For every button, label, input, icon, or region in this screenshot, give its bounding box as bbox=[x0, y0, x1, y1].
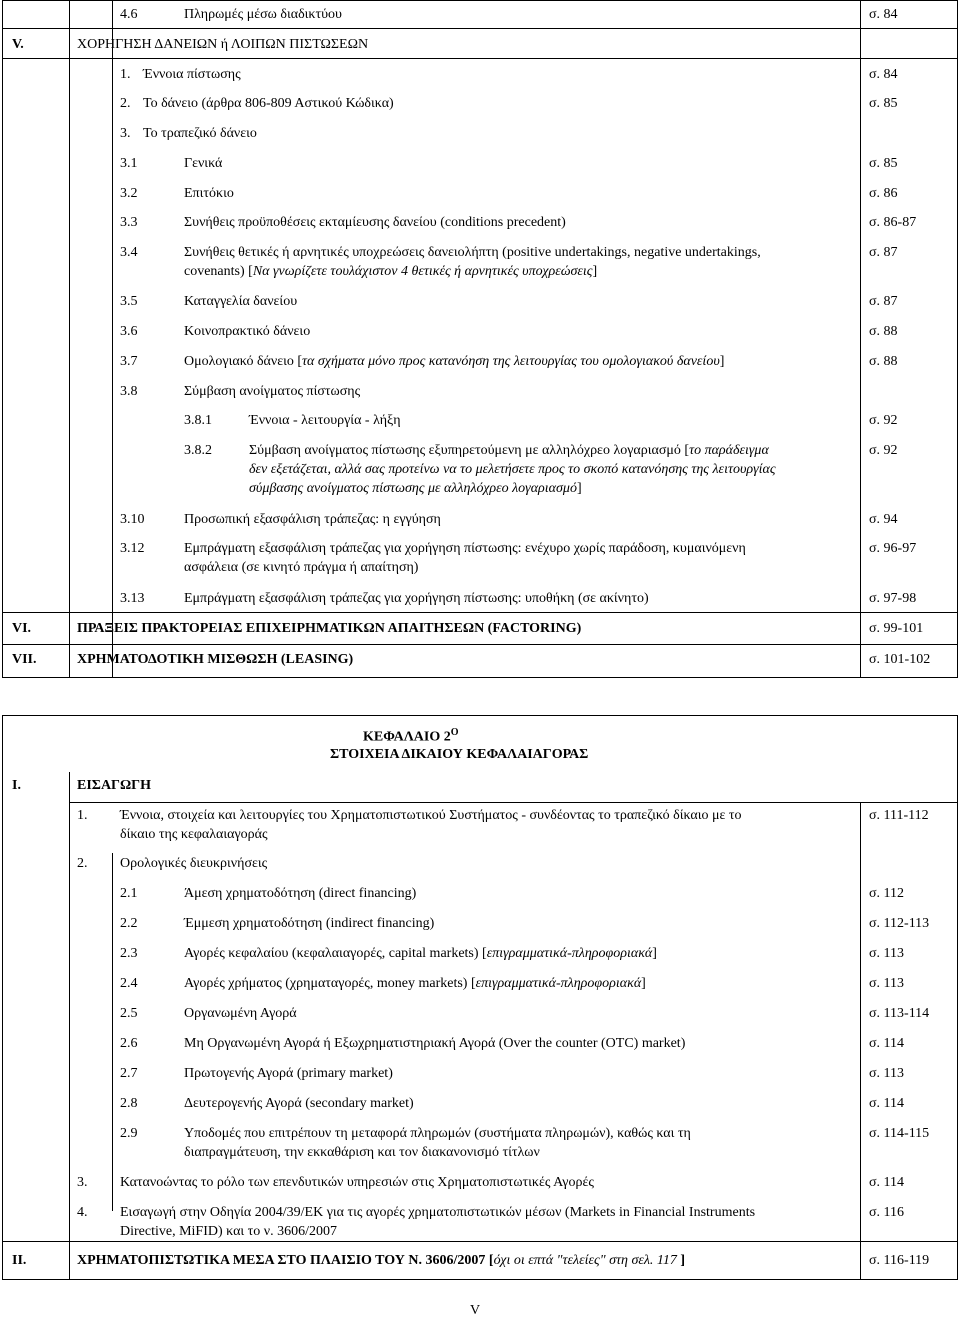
toc-title-line: Εισαγωγή στην Οδηγία 2004/39/ΕΚ για τις αγορές χρηματοπιστωτικών μέσων (Markets in Financial Instruments bbox=[120, 1205, 756, 1220]
toc-table-1 bbox=[2, 0, 958, 678]
toc-page: σ. 87 bbox=[869, 294, 898, 309]
toc-title-line: σύμβασης ανοίγματος πίστωσης με αλληλόχρεο λογαριασμό] bbox=[249, 481, 582, 496]
toc-number: 3.8 bbox=[120, 384, 138, 399]
toc-title: Σύμβαση ανοίγματος πίστωσης bbox=[184, 384, 361, 399]
toc-page: σ. 88 bbox=[869, 324, 898, 339]
toc-number: 2.6 bbox=[120, 1036, 138, 1051]
toc-title-line: Έννοια, στοιχεία και λειτουργίες του Χρηματοπιστωτικού Συστήματος - συνδέοντας το τραπεζικό δίκαιο με το bbox=[120, 808, 742, 823]
toc-page: σ. 92 bbox=[869, 443, 898, 458]
toc-number: 3. bbox=[77, 1175, 88, 1190]
toc-title-line: covenants) [Να γνωρίζετε τουλάχιστον 4 θετικές ή αρνητικές υποχρεώσεις] bbox=[184, 264, 598, 279]
toc-page: σ. 114-115 bbox=[869, 1126, 930, 1141]
section-title: ΧΡΗΜΑΤΟΠΙΣΤΩΤΙΚΑ ΜΕΣΑ ΣΤΟ ΠΛΑΙΣΙΟ ΤΟΥ Ν. 3606/2007 [όχι οι επτά "τελείες" στη σελ. 117 ] bbox=[77, 1253, 686, 1268]
toc-page: σ. 113-114 bbox=[869, 1006, 930, 1021]
section-number: I. bbox=[12, 778, 21, 793]
toc-number: 2. bbox=[77, 856, 88, 871]
toc-page: σ. 113 bbox=[869, 1066, 905, 1081]
toc-page: σ. 113 bbox=[869, 976, 905, 991]
toc-number: 2.2 bbox=[120, 916, 138, 931]
toc-page: σ. 87 bbox=[869, 245, 898, 260]
toc-page: σ. 92 bbox=[869, 413, 898, 428]
toc-page: σ. 114 bbox=[869, 1036, 905, 1051]
toc-title-line: δεν εξετάζεται, αλλά σας προτείνω να το μελετήσετε προς το σκοπό κατανόησης της λειτουργίας bbox=[249, 462, 776, 477]
toc-title: Οργανωμένη Αγορά bbox=[184, 1006, 297, 1021]
toc-title: Εμπράγματη εξασφάλιση τράπεζας για χορήγηση πίστωσης: υποθήκη (σε ακίνητο) bbox=[184, 591, 649, 606]
toc-page: σ. 114 bbox=[869, 1175, 905, 1190]
toc-title: Το τραπεζικό δάνειο bbox=[143, 126, 257, 141]
toc-number: 3.8.1 bbox=[184, 413, 212, 428]
toc-title: Ομολογιακό δάνειο [τα σχήματα μόνο προς κατανόηση της λειτουργίας του ομολογιακού δανείου] bbox=[184, 354, 725, 369]
toc-title: Καταγγελία δανείου bbox=[184, 294, 298, 309]
toc-number: 3.2 bbox=[120, 186, 138, 201]
toc-number: 4. bbox=[77, 1205, 88, 1220]
section-title: ΕΙΣΑΓΩΓΗ bbox=[77, 778, 151, 793]
toc-number: 3.5 bbox=[120, 294, 138, 309]
toc-title: Άμεση χρηματοδότηση (direct financing) bbox=[184, 886, 417, 901]
toc-page: σ. 84 bbox=[869, 7, 898, 22]
toc-title: Αγορές κεφαλαίου (κεφαλαιαγορές, capital markets) [επιγραμματικά-πληροφοριακά] bbox=[184, 946, 657, 961]
toc-page: σ. 111-112 bbox=[869, 808, 929, 823]
toc-page: σ. 101-102 bbox=[869, 652, 931, 667]
toc-table-2 bbox=[2, 715, 958, 1280]
toc-number: 2.7 bbox=[120, 1066, 138, 1081]
toc-title: Αγορές χρήματος (χρηματαγορές, money markets) [επιγραμματικά-πληροφοριακά] bbox=[184, 976, 646, 991]
toc-page: σ. 112 bbox=[869, 886, 905, 901]
section-title: ΧΟΡΗΓΗΣΗ ΔΑΝΕΙΩΝ ή ΛΟΙΠΩΝ ΠΙΣΤΩΣΕΩΝ bbox=[77, 37, 369, 52]
toc-title-line: Υποδομές που επιτρέπουν τη μεταφορά πληρωμών (συστήματα πληρωμών), καθώς και τη bbox=[184, 1126, 691, 1141]
toc-page: σ. 86-87 bbox=[869, 215, 917, 230]
toc-page: σ. 96-97 bbox=[869, 541, 917, 556]
section-number: VII. bbox=[12, 652, 37, 667]
toc-number: 3.4 bbox=[120, 245, 138, 260]
toc-title: Το δάνειο (άρθρα 806-809 Αστικού Κώδικα) bbox=[143, 96, 394, 111]
toc-page: σ. 112-113 bbox=[869, 916, 930, 931]
toc-number: 2.5 bbox=[120, 1006, 138, 1021]
toc-title: Έννοια πίστωσης bbox=[143, 67, 241, 82]
toc-page: σ. 114 bbox=[869, 1096, 905, 1111]
column-divider bbox=[69, 772, 70, 1279]
toc-number: 1. bbox=[77, 808, 88, 823]
section-title: ΠΡΑΞΕΙΣ ΠΡΑΚΤΟΡΕΙΑΣ ΕΠΙΧΕΙΡΗΜΑΤΙΚΩΝ ΑΠΑΙΤΗΣΕΩΝ (FACTORING) bbox=[77, 621, 582, 636]
toc-title: Δευτερογενής Αγορά (secondary market) bbox=[184, 1096, 414, 1111]
toc-number: 3. bbox=[120, 126, 131, 141]
toc-number: 3.3 bbox=[120, 215, 138, 230]
toc-title: Συνήθεις προϋποθέσεις εκταμίευσης δανείου (conditions precedent) bbox=[184, 215, 566, 230]
section-number: II. bbox=[12, 1253, 27, 1268]
toc-number: 3.12 bbox=[120, 541, 145, 556]
toc-title: Επιτόκιο bbox=[184, 186, 234, 201]
toc-title-line: Directive, MiFID) και το ν. 3606/2007 bbox=[120, 1224, 338, 1239]
toc-page: σ. 88 bbox=[869, 354, 898, 369]
toc-title: Γενικά bbox=[184, 156, 223, 171]
toc-page: σ. 94 bbox=[869, 512, 898, 527]
chapter-title: ΚΕΦΑΛΑΙΟ $2^O$ bbox=[363, 727, 459, 745]
toc-title: Προσωπική εξασφάλιση τράπεζας: η εγγύηση bbox=[184, 512, 441, 527]
toc-number: 3.7 bbox=[120, 354, 138, 369]
toc-title: Ορολογικές διευκρινήσεις bbox=[120, 856, 268, 871]
toc-page: σ. 116-119 bbox=[869, 1253, 930, 1268]
section-number: V. bbox=[12, 37, 24, 52]
toc-number: 2.8 bbox=[120, 1096, 138, 1111]
column-divider bbox=[112, 1, 113, 677]
toc-title: Πρωτογενής Αγορά (primary market) bbox=[184, 1066, 393, 1081]
toc-page: σ. 85 bbox=[869, 156, 898, 171]
toc-title: Πληρωμές μέσω διαδικτύου bbox=[184, 7, 342, 22]
toc-title: Κοινοπρακτικό δάνειο bbox=[184, 324, 311, 339]
toc-page: σ. 85 bbox=[869, 96, 898, 111]
toc-number: 2.3 bbox=[120, 946, 138, 961]
toc-title: Έννοια - λειτουργία - λήξη bbox=[249, 413, 401, 428]
toc-number: 3.6 bbox=[120, 324, 138, 339]
section-number: VI. bbox=[12, 621, 32, 636]
toc-title: Κατανοώντας το ρόλο των επενδυτικών υπηρεσιών στις Χρηματοπιστωτικές Αγορές bbox=[120, 1175, 594, 1190]
toc-page: σ. 99-101 bbox=[869, 621, 924, 636]
toc-number: 4.6 bbox=[120, 7, 138, 22]
toc-page: σ. 97-98 bbox=[869, 591, 917, 606]
toc-number: 2.4 bbox=[120, 976, 138, 991]
page-number: V bbox=[470, 1303, 481, 1318]
toc-number: 3.8.2 bbox=[184, 443, 212, 458]
toc-number: 1. bbox=[120, 67, 131, 82]
column-divider bbox=[69, 1, 70, 677]
toc-title-line: Σύμβαση ανοίγματος πίστωσης εξυπηρετούμενη με αλληλόχρεο λογαριασμό [το παράδειγμα bbox=[249, 443, 769, 458]
section-title: ΧΡΗΜΑΤΟΔΟΤΙΚΗ ΜΙΣΘΩΣΗ (LEASING) bbox=[77, 652, 354, 667]
toc-number: 2.1 bbox=[120, 886, 138, 901]
toc-page: σ. 113 bbox=[869, 946, 905, 961]
toc-number: 2. bbox=[120, 96, 131, 111]
toc-number: 3.13 bbox=[120, 591, 145, 606]
toc-title: Έμμεση χρηματοδότηση (indirect financing) bbox=[184, 916, 435, 931]
toc-number: 2.9 bbox=[120, 1126, 138, 1141]
toc-title-line: δίκαιο της κεφαλαιαγοράς bbox=[120, 827, 268, 842]
column-divider bbox=[860, 802, 861, 1279]
chapter-subtitle: ΣΤΟΙΧΕΙΑ ΔΙΚΑΙΟΥ ΚΕΦΑΛΑΙΑΓΟΡΑΣ bbox=[330, 747, 589, 762]
toc-page: σ. 86 bbox=[869, 186, 898, 201]
toc-title-line: Συνήθεις θετικές ή αρνητικές υποχρεώσεις δανειολήπτη (positive undertakings, negative undertakings, bbox=[184, 245, 761, 260]
toc-number: 3.1 bbox=[120, 156, 138, 171]
toc-number: 3.10 bbox=[120, 512, 145, 527]
toc-title: Μη Οργανωμένη Αγορά ή Εξωχρηματιστηριακή Αγορά (Over the counter (OTC) market) bbox=[184, 1036, 686, 1051]
toc-title-line: ασφάλεια (σε κινητό πράγμα ή απαίτηση) bbox=[184, 560, 419, 575]
toc-page: σ. 116 bbox=[869, 1205, 905, 1220]
column-divider bbox=[112, 853, 113, 1211]
toc-title-line: διαπραγμάτευση, την εκκαθάριση και τον διακανονισμό τίτλων bbox=[184, 1145, 540, 1160]
column-divider bbox=[860, 1, 861, 677]
toc-title-line: Εμπράγματη εξασφάλιση τράπεζας για χορήγηση πίστωσης: ενέχυρο χωρίς παράδοση, κυμαινόμενη bbox=[184, 541, 746, 556]
toc-page: σ. 84 bbox=[869, 67, 898, 82]
